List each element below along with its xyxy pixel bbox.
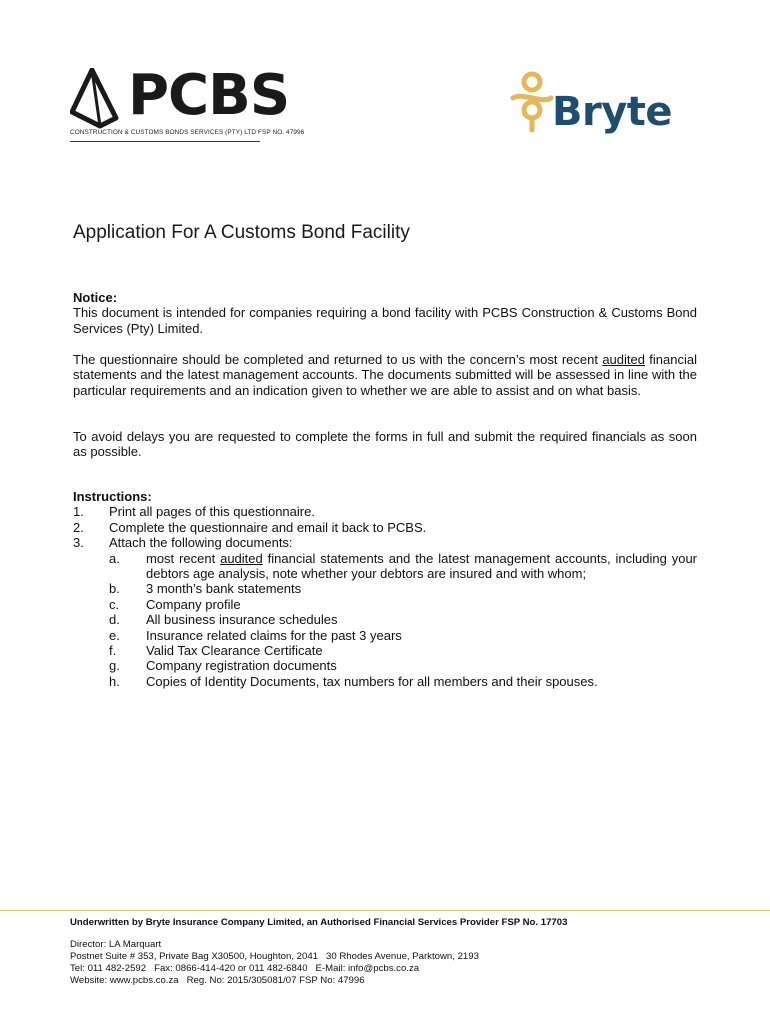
- list-item-text: Valid Tax Clearance Certificate: [146, 643, 323, 659]
- questionnaire-paragraph: [73, 352, 697, 398]
- list-marker: e.: [109, 627, 120, 643]
- footer-divider: [0, 910, 770, 911]
- list-item: [73, 535, 697, 550]
- footer-contact: [70, 939, 479, 987]
- list-marker: b.: [109, 581, 120, 597]
- pcbs-logo-subtext: CONSTRUCTION & CUSTOMS BONDS SERVICES (PTY) LTD FSP NO. 47996: [70, 129, 305, 136]
- instructions-heading: Instructions:: [73, 489, 152, 504]
- instructions-section: [73, 489, 697, 689]
- list-marker: g.: [109, 658, 120, 674]
- list-marker: 3.: [73, 535, 84, 551]
- pcbs-logo-rule: [70, 141, 260, 142]
- list-item: [73, 504, 697, 519]
- list-item: [73, 551, 697, 582]
- delay-paragraph-text: To avoid delays you are requested to complete the forms in full and submit the required financials as soon as possible.: [73, 429, 697, 460]
- instructions-list: [73, 504, 697, 550]
- list-item: [73, 581, 697, 596]
- notice-section: [73, 290, 697, 336]
- list-marker: h.: [109, 673, 120, 689]
- list-item-text: 3 month’s bank statements: [146, 581, 302, 597]
- pcbs-prism-icon: [70, 68, 124, 130]
- list-marker: 2.: [73, 519, 84, 535]
- footer-website-reg: Website: www.pcbs.co.za Reg. No: 2015/305081/07 FSP No: 47996: [70, 975, 365, 986]
- footer-address: Postnet Suite # 353, Private Bag X30500, Houghton, 2041 30 Rhodes Avenue, Parktown, 2193: [70, 951, 479, 962]
- underlined-audited: audited: [220, 550, 263, 566]
- list-item: [73, 520, 697, 535]
- list-item-text: Company registration documents: [146, 658, 337, 674]
- list-item: [73, 628, 697, 643]
- list-marker: f.: [109, 643, 117, 659]
- list-item: [73, 612, 697, 627]
- list-item-text: Copies of Identity Documents, tax numbers for all members and their spouses.: [146, 673, 598, 689]
- bryte-logo-text: Bryte: [552, 89, 673, 135]
- list-item-text-end: financial statements and the latest management accounts, including your debtors age analysis, note whether your debtors are insured and with whom;: [146, 550, 698, 582]
- list-item-text: [146, 551, 697, 582]
- list-item: [73, 674, 697, 689]
- list-marker: 1.: [73, 504, 84, 520]
- list-marker: d.: [109, 612, 120, 628]
- list-item-text: Print all pages of this questionnaire.: [109, 504, 315, 520]
- underwritten-notice: Underwritten by Bryte Insurance Company Limited, an Authorised Financial Services Provider FSP No. 17703: [70, 917, 568, 928]
- pcbs-logo-text: PCBS: [128, 63, 290, 128]
- paragraph-text-end: financial statements and the latest management accounts. The documents submitted will be assessed in line with the particular requirements and an indication given to whether we are able to assist and on what basis.: [73, 352, 697, 398]
- list-item-text: Insurance related claims for the past 3 years: [146, 627, 402, 643]
- list-item-text: Attach the following documents:: [109, 535, 293, 551]
- documents-list: [73, 551, 697, 690]
- list-item-text: Complete the questionnaire and email it back to PCBS.: [109, 519, 427, 535]
- list-marker: c.: [109, 596, 120, 612]
- document-title: Application For A Customs Bond Facility: [73, 222, 410, 243]
- list-item: [73, 658, 697, 673]
- bryte-logo: [510, 70, 690, 140]
- bryte-knot-icon: [510, 70, 554, 136]
- delay-paragraph: [73, 429, 697, 460]
- paragraph-text-start: The questionnaire should be completed and returned to us with the concern’s most recent: [73, 352, 603, 367]
- list-item-text-start: most recent: [146, 550, 221, 566]
- list-item-text: All business insurance schedules: [146, 612, 338, 628]
- list-item: [73, 597, 697, 612]
- notice-heading: Notice:: [73, 290, 118, 305]
- list-marker: a.: [109, 550, 120, 566]
- notice-text: This document is intended for companies requiring a bond facility with PCBS Construction & Customs Bond Services (Pty) Limited.: [73, 305, 697, 336]
- underlined-audited: audited: [602, 352, 645, 367]
- pcbs-logo: [70, 63, 305, 146]
- footer-phone-email: Tel: 011 482-2592 Fax: 0866-414-420 or 011 482-6840 E-Mail: info@pcbs.co.za: [70, 963, 420, 974]
- list-item-text: Company profile: [146, 596, 241, 612]
- list-item: [73, 643, 697, 658]
- footer-director: Director: LA Marquart: [70, 939, 162, 950]
